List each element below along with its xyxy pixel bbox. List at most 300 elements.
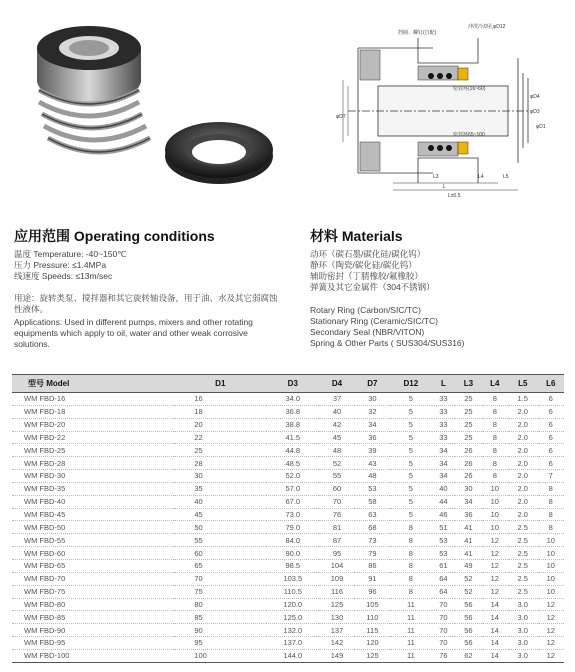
table-cell: 10: [482, 508, 508, 521]
table-cell: 50: [174, 521, 266, 534]
spec-table: [12, 374, 564, 663]
table-cell: 105: [355, 598, 390, 611]
table-cell: 25: [174, 444, 266, 457]
seal-ring-label-1: 密封环(16~60): [453, 86, 486, 92]
conditions-title: 应用范围 Operating conditions: [14, 228, 215, 244]
usage-en-text: Applications: Used in different pumps, mixers and other rotating equipments which apply to oil, water and other weak corrosive solutions.: [14, 317, 253, 349]
table-cell: WM FBD-75: [12, 585, 174, 598]
table-cell: 33: [432, 418, 456, 431]
table-cell: WM FBD-90: [12, 624, 174, 637]
table-cell: 8: [538, 508, 565, 521]
table-cell: 8: [538, 495, 565, 508]
table-cell: WM FBD-45: [12, 508, 174, 521]
table-cell: 11: [390, 598, 432, 611]
table-row: [12, 534, 564, 547]
table-cell: 3.0: [508, 637, 538, 650]
dim-l-tolerance: L±0.5: [448, 193, 461, 199]
table-row: [12, 482, 564, 495]
table-cell: 110: [355, 611, 390, 624]
table-row: [12, 444, 564, 457]
table-cell: 12: [538, 649, 565, 662]
table-cell: 2.0: [508, 482, 538, 495]
table-cell: 115: [355, 624, 390, 637]
table-cell: 33: [432, 431, 456, 444]
seal-face-bottom: [458, 142, 468, 154]
table-cell: 10: [538, 547, 565, 560]
table-cell: 70: [432, 598, 456, 611]
header-d4: D4: [319, 375, 354, 393]
table-header-row: [12, 375, 564, 393]
table-cell: 120.0: [266, 598, 319, 611]
table-cell: 11: [390, 637, 432, 650]
table-cell: 1.5: [508, 393, 538, 406]
table-row: [12, 624, 564, 637]
table-cell: 12: [538, 611, 565, 624]
stop-screw-label: 挡圈、螺钉(自配): [398, 30, 437, 36]
table-cell: 5: [390, 405, 432, 418]
table-cell: 80: [174, 598, 266, 611]
table-cell: 25: [455, 431, 481, 444]
table-cell: 67.0: [266, 495, 319, 508]
table-cell: 109: [319, 572, 354, 585]
table-cell: 5: [390, 482, 432, 495]
table-row: [12, 559, 564, 572]
table-cell: 110.5: [266, 585, 319, 598]
table-cell: 22: [174, 431, 266, 444]
table-cell: 2.5: [508, 585, 538, 598]
header-d1: D1: [174, 375, 266, 393]
table-row: [12, 547, 564, 560]
table-cell: 2.5: [508, 559, 538, 572]
table-cell: 44.8: [266, 444, 319, 457]
table-cell: 8: [390, 585, 432, 598]
table-cell: 36: [455, 508, 481, 521]
table-cell: 34: [432, 470, 456, 483]
dim-l5: L5: [503, 174, 509, 180]
table-cell: 45: [174, 508, 266, 521]
table-cell: 95: [174, 637, 266, 650]
table-cell: 26: [455, 470, 481, 483]
table-cell: 55: [319, 470, 354, 483]
table-cell: 96: [355, 585, 390, 598]
table-cell: 34: [432, 444, 456, 457]
header-l: L: [432, 375, 456, 393]
table-cell: 30: [355, 393, 390, 406]
dim-d7: φD7: [336, 114, 346, 120]
table-cell: 34: [355, 418, 390, 431]
table-cell: 42: [319, 418, 354, 431]
table-cell: 53: [355, 482, 390, 495]
table-cell: 56: [455, 611, 481, 624]
table-cell: 10: [482, 482, 508, 495]
table-cell: 43: [355, 457, 390, 470]
material-en-item: Secondary Seal (NBR/VITON): [310, 327, 425, 337]
table-cell: 10: [482, 495, 508, 508]
table-cell: WM FBD-60: [12, 547, 174, 560]
table-cell: 149: [319, 649, 354, 662]
table-cell: 10: [482, 521, 508, 534]
table-cell: 65: [174, 559, 266, 572]
stationary-ring-image: [165, 122, 273, 184]
conditions-list: [14, 249, 127, 282]
table-cell: 90.0: [266, 547, 319, 560]
table-cell: 68: [355, 521, 390, 534]
table-cell: 39: [355, 444, 390, 457]
table-cell: 30: [455, 482, 481, 495]
materials-en-list: [310, 305, 465, 349]
table-cell: 2.0: [508, 418, 538, 431]
table-cell: 6: [538, 444, 565, 457]
table-cell: 33: [432, 405, 456, 418]
table-cell: 38.8: [266, 418, 319, 431]
table-cell: 125: [355, 649, 390, 662]
table-cell: WM FBD-55: [12, 534, 174, 547]
header-l6: L6: [538, 375, 565, 393]
table-cell: 87: [319, 534, 354, 547]
table-cell: 100: [174, 649, 266, 662]
table-cell: WM FBD-95: [12, 637, 174, 650]
table-cell: 64: [432, 585, 456, 598]
table-cell: 5: [390, 431, 432, 444]
table-cell: 76: [432, 649, 456, 662]
table-cell: 7: [538, 470, 565, 483]
table-cell: 8: [482, 405, 508, 418]
table-cell: 76: [319, 508, 354, 521]
table-cell: WM FBD-30: [12, 470, 174, 483]
dim-l4: L4: [478, 174, 484, 180]
table-cell: WM FBD-80: [12, 598, 174, 611]
table-cell: 2.0: [508, 431, 538, 444]
material-cn-item: 动环（碳石墨/碳化硅/碳化钨）: [310, 249, 426, 259]
table-cell: 53: [432, 547, 456, 560]
table-cell: 6: [538, 431, 565, 444]
speed-text: 线速度 Speeds: ≤13m/sec: [14, 271, 113, 281]
table-cell: 44: [432, 495, 456, 508]
table-cell: 10: [538, 534, 565, 547]
table-cell: 41: [455, 521, 481, 534]
table-cell: WM FBD-18: [12, 405, 174, 418]
table-cell: 10: [538, 559, 565, 572]
table-cell: 6: [538, 405, 565, 418]
table-cell: 85: [174, 611, 266, 624]
header-d12: D12: [390, 375, 432, 393]
table-cell: 26: [455, 457, 481, 470]
seal-face-top: [458, 68, 468, 80]
table-cell: 5: [390, 508, 432, 521]
dim-l: L: [443, 184, 446, 190]
table-cell: 8: [482, 393, 508, 406]
table-cell: 34: [432, 457, 456, 470]
table-cell: 2.0: [508, 457, 538, 470]
table-cell: 8: [482, 444, 508, 457]
table-cell: 5: [390, 418, 432, 431]
table-cell: 3.0: [508, 624, 538, 637]
table-cell: 60: [319, 482, 354, 495]
table-cell: 57.0: [266, 482, 319, 495]
table-cell: WM FBD-22: [12, 431, 174, 444]
table-cell: 8: [538, 521, 565, 534]
table-cell: 41: [455, 534, 481, 547]
table-cell: 12: [482, 572, 508, 585]
table-cell: 5: [390, 470, 432, 483]
table-cell: 40: [432, 482, 456, 495]
pressure-text: 压力 Pressure: ≤1.4MPa: [14, 260, 107, 270]
table-row: [12, 405, 564, 418]
table-cell: 2.5: [508, 547, 538, 560]
materials-title: 材料 Materials: [310, 228, 403, 244]
table-cell: 56: [455, 598, 481, 611]
table-cell: 2.5: [508, 534, 538, 547]
table-row: [12, 649, 564, 662]
header-model: 型号 Model: [12, 375, 174, 393]
table-cell: 30: [174, 470, 266, 483]
table-cell: 8: [482, 431, 508, 444]
table-cell: 61: [432, 559, 456, 572]
table-cell: 32: [355, 405, 390, 418]
table-cell: 2.5: [508, 521, 538, 534]
table-cell: 5: [390, 444, 432, 457]
table-cell: 14: [482, 624, 508, 637]
table-cell: 6: [538, 457, 565, 470]
table-cell: 34: [455, 495, 481, 508]
table-cell: 137: [319, 624, 354, 637]
table-cell: 79: [355, 547, 390, 560]
table-row: [12, 572, 564, 585]
table-cell: 35: [174, 482, 266, 495]
table-cell: 8: [390, 572, 432, 585]
table-cell: 12: [482, 534, 508, 547]
table-row: [12, 418, 564, 431]
table-cell: 56: [455, 637, 481, 650]
flush-label: 冲洗冷却孔φD12: [468, 24, 506, 30]
table-cell: 62: [455, 649, 481, 662]
table-cell: 6: [538, 418, 565, 431]
material-cn-item: 辅助密封（丁腈橡胶/氟橡胶）: [310, 271, 423, 281]
table-cell: 70: [319, 495, 354, 508]
table-cell: 40: [174, 495, 266, 508]
technical-drawing: [318, 18, 568, 200]
table-cell: 46: [432, 508, 456, 521]
table-cell: 6: [538, 393, 565, 406]
table-cell: 41: [455, 547, 481, 560]
material-en-item: Spring & Other Parts ( SUS304/SUS316): [310, 338, 465, 348]
table-cell: 36: [355, 431, 390, 444]
table-cell: 84.0: [266, 534, 319, 547]
table-cell: 95: [319, 547, 354, 560]
table-cell: 3.0: [508, 598, 538, 611]
table-cell: 104: [319, 559, 354, 572]
table-cell: 125: [319, 598, 354, 611]
table-row: [12, 470, 564, 483]
table-cell: WM FBD-35: [12, 482, 174, 495]
table-cell: 2.5: [508, 572, 538, 585]
table-cell: 28: [174, 457, 266, 470]
seal-ring-label-2: 密封环65~100: [453, 132, 485, 138]
table-cell: 56: [455, 624, 481, 637]
table-cell: WM FBD-40: [12, 495, 174, 508]
temperature-text: 温度 Temperature: -40~150℃: [14, 249, 127, 259]
table-row: [12, 457, 564, 470]
table-cell: 79.0: [266, 521, 319, 534]
table-cell: 48: [355, 470, 390, 483]
table-cell: 3.0: [508, 611, 538, 624]
table-cell: 20: [174, 418, 266, 431]
table-row: [12, 508, 564, 521]
table-cell: 37: [319, 393, 354, 406]
table-cell: 58: [355, 495, 390, 508]
table-cell: 91: [355, 572, 390, 585]
material-en-item: Stationary Ring (Ceramic/SIC/TC): [310, 316, 439, 326]
table-cell: 34.0: [266, 393, 319, 406]
table-cell: 2.0: [508, 495, 538, 508]
table-cell: 48.5: [266, 457, 319, 470]
table-cell: 130: [319, 611, 354, 624]
table-cell: 45: [319, 431, 354, 444]
table-cell: 5: [390, 457, 432, 470]
table-cell: 86: [355, 559, 390, 572]
table-cell: 142: [319, 637, 354, 650]
table-cell: 90: [174, 624, 266, 637]
table-cell: 51: [432, 521, 456, 534]
table-cell: WM FBD-85: [12, 611, 174, 624]
table-cell: 5: [390, 393, 432, 406]
table-cell: 12: [482, 585, 508, 598]
table-cell: 70: [174, 572, 266, 585]
dim-d1: φD1: [536, 124, 546, 130]
table-cell: 103.5: [266, 572, 319, 585]
table-cell: 137.0: [266, 637, 319, 650]
rotary-seal-image: [37, 26, 150, 152]
table-cell: 98.5: [266, 559, 319, 572]
table-cell: 40: [319, 405, 354, 418]
table-cell: 3.0: [508, 649, 538, 662]
header-l4: L4: [482, 375, 508, 393]
table-row: [12, 393, 564, 406]
table-cell: WM FBD-50: [12, 521, 174, 534]
table-cell: 25: [455, 405, 481, 418]
table-cell: 11: [390, 649, 432, 662]
table-row: [12, 521, 564, 534]
table-cell: 116: [319, 585, 354, 598]
table-cell: 75: [174, 585, 266, 598]
table-cell: 60: [174, 547, 266, 560]
table-cell: 70: [432, 637, 456, 650]
table-cell: 18: [174, 405, 266, 418]
table-cell: WM FBD-25: [12, 444, 174, 457]
table-cell: 10: [538, 572, 565, 585]
table-cell: 55: [174, 534, 266, 547]
table-cell: 14: [482, 611, 508, 624]
product-photo: [14, 18, 298, 194]
table-cell: 11: [390, 611, 432, 624]
table-cell: 12: [538, 637, 565, 650]
usage-cn-text: 用途：旋转类泵、搅拌器和其它旋转轴设备，用于油、水及其它弱腐蚀性液体。: [14, 293, 278, 314]
header-l3: L3: [455, 375, 481, 393]
table-cell: 12: [482, 559, 508, 572]
table-cell: 64: [432, 572, 456, 585]
table-cell: WM FBD-16: [12, 393, 174, 406]
table-row: [12, 637, 564, 650]
table-cell: 36.8: [266, 405, 319, 418]
dim-l3: L3: [433, 174, 439, 180]
table-cell: 52: [455, 585, 481, 598]
materials-cn-list: [310, 249, 435, 293]
table-cell: 5: [390, 495, 432, 508]
table-row: [12, 431, 564, 444]
table-cell: 70: [432, 624, 456, 637]
table-cell: 8: [390, 521, 432, 534]
material-cn-item: 静环（陶瓷/碳化硅/碳化钨）: [310, 260, 417, 270]
table-cell: 12: [482, 547, 508, 560]
dim-d4: φD4: [530, 94, 540, 100]
table-cell: 2.0: [508, 470, 538, 483]
table-cell: 8: [482, 457, 508, 470]
table-cell: 8: [482, 470, 508, 483]
table-cell: 10: [538, 585, 565, 598]
table-cell: 125.0: [266, 611, 319, 624]
table-cell: 73: [355, 534, 390, 547]
table-cell: 81: [319, 521, 354, 534]
table-cell: 33: [432, 393, 456, 406]
table-cell: 63: [355, 508, 390, 521]
table-cell: 25: [455, 418, 481, 431]
table-cell: 14: [482, 598, 508, 611]
material-en-item: Rotary Ring (Carbon/SIC/TC): [310, 305, 422, 315]
table-cell: 16: [174, 393, 266, 406]
table-cell: 53: [432, 534, 456, 547]
table-cell: 2.0: [508, 405, 538, 418]
dim-d3: φD3: [530, 109, 540, 115]
table-row: [12, 585, 564, 598]
header-l5: L5: [508, 375, 538, 393]
table-cell: 144.0: [266, 649, 319, 662]
table-cell: 49: [455, 559, 481, 572]
table-cell: WM FBD-100: [12, 649, 174, 662]
table-cell: 132.0: [266, 624, 319, 637]
table-cell: 26: [455, 444, 481, 457]
table-cell: 52.0: [266, 470, 319, 483]
table-cell: 11: [390, 624, 432, 637]
table-cell: 25: [455, 393, 481, 406]
table-cell: 41.5: [266, 431, 319, 444]
table-cell: 2.0: [508, 444, 538, 457]
table-cell: 2.0: [508, 508, 538, 521]
table-cell: WM FBD-28: [12, 457, 174, 470]
table-cell: 52: [319, 457, 354, 470]
table-cell: WM FBD-65: [12, 559, 174, 572]
table-cell: 8: [482, 418, 508, 431]
table-row: [12, 495, 564, 508]
table-cell: 8: [390, 547, 432, 560]
table-cell: 12: [538, 624, 565, 637]
table-cell: 8: [538, 482, 565, 495]
table-cell: WM FBD-20: [12, 418, 174, 431]
header-d7: D7: [355, 375, 390, 393]
material-cn-item: 弹簧及其它金属件（304不锈钢）: [310, 282, 435, 292]
table-row: [12, 598, 564, 611]
table-cell: 52: [455, 572, 481, 585]
table-cell: 120: [355, 637, 390, 650]
table-cell: 12: [538, 598, 565, 611]
header-d3: D3: [266, 375, 319, 393]
table-cell: 14: [482, 637, 508, 650]
table-cell: 70: [432, 611, 456, 624]
table-cell: 14: [482, 649, 508, 662]
table-cell: 48: [319, 444, 354, 457]
table-cell: 8: [390, 559, 432, 572]
table-cell: WM FBD-70: [12, 572, 174, 585]
table-row: [12, 611, 564, 624]
